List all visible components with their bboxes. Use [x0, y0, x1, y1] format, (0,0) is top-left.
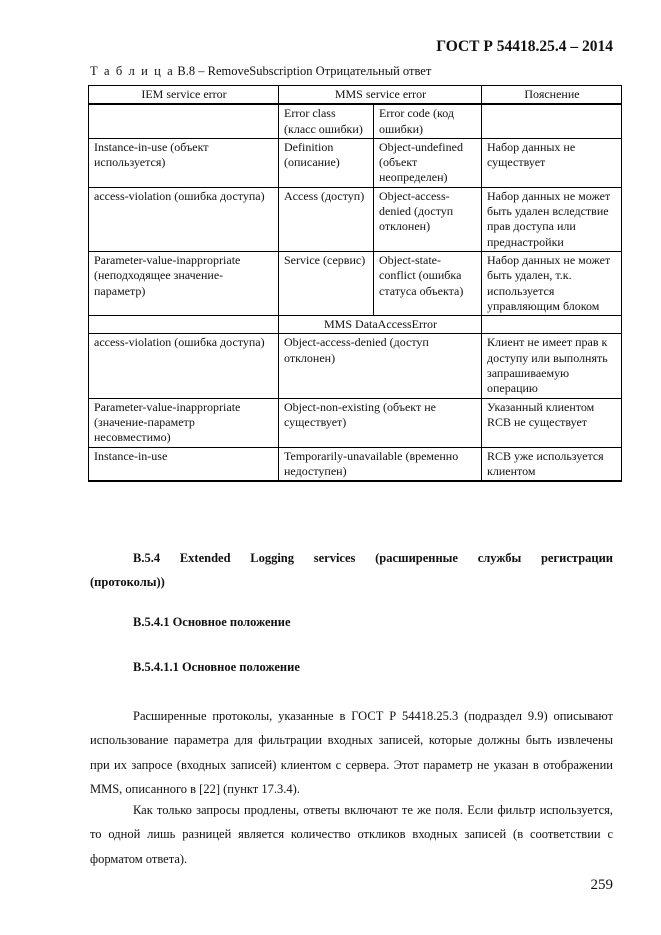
standard-designation: ГОСТ Р 54418.25.4 – 2014	[436, 38, 613, 55]
table-row	[89, 187, 622, 251]
body-paragraph: Как только запросы продлены, ответы включают те же поля. Если фильтр используется, то одной лишь разницей является количество откликов входных записей (в соответствии с форматом ответа).	[90, 803, 613, 866]
cell-iem: access-violation (ошибка доступа)	[89, 334, 279, 398]
cell-error-code: Object-access-denied (доступ отклонен)	[374, 187, 482, 251]
table-row	[89, 251, 622, 315]
cell-data-access-error: Object-non-existing (объект не существует)	[279, 398, 482, 447]
subheader-empty-note	[482, 104, 622, 138]
section-empty-note	[482, 316, 622, 334]
table-section-row	[89, 316, 622, 334]
table-header-row	[89, 86, 622, 105]
cell-iem: Instance-in-use	[89, 447, 279, 481]
cell-error-class: Service (сервис)	[279, 251, 374, 315]
table-caption	[90, 64, 431, 79]
cell-note: RCB уже используется клиентом	[482, 447, 622, 481]
cell-error-code: Object-undefined (объект неопределен)	[374, 138, 482, 187]
cell-error-code: Object-state-conflict (ошибка статуса объекта)	[374, 251, 482, 315]
subheader-error-code: Error code (код ошибки)	[374, 104, 482, 138]
cell-note: Набор данных не может быть удален, т.к. используется управляющим блоком	[482, 251, 622, 315]
header-mms: MMS service error	[279, 86, 482, 105]
section-header-data-access: MMS DataAccessError	[279, 316, 482, 334]
table-row	[89, 334, 622, 398]
cell-note: Указанный клиентом RCB не существует	[482, 398, 622, 447]
body-paragraph: Расширенные протоколы, указанные в ГОСТ Р 54418.25.3 (подраздел 9.9) описывают использование параметра для фильтрации входных записей, которые должны быть извлечены при их запросе (входных записей) клиентом с сервера. Этот параметр не указан в отображении MMS, описанного в [22] (пункт 17.3.4).	[90, 709, 613, 796]
page-number: 259	[590, 877, 613, 893]
table-subheader-row	[89, 104, 622, 138]
section-heading-b541: B.5.4.1 Основное положение	[133, 615, 291, 629]
table-caption-text: В.8 – RemoveSubscription Отрицательный ответ	[174, 64, 432, 78]
cell-iem: Parameter-value-inappropriate (значение-параметр несовместимо)	[89, 398, 279, 447]
cell-note: Набор данных не может быть удален вследствие прав доступа или преднастройки	[482, 187, 622, 251]
section-empty	[89, 316, 279, 334]
table-row	[89, 138, 622, 187]
table-caption-word: Т а б л и ц а	[90, 64, 175, 78]
cell-error-class: Access (доступ)	[279, 187, 374, 251]
cell-iem: access-violation (ошибка доступа)	[89, 187, 279, 251]
cell-error-class: Definition (описание)	[279, 138, 374, 187]
cell-note: Набор данных не существует	[482, 138, 622, 187]
cell-data-access-error: Temporarily-unavailable (временно недоступен)	[279, 447, 482, 481]
subheader-empty	[89, 104, 279, 138]
section-heading-b54	[90, 546, 613, 570]
section-heading-b5411: B.5.4.1.1 Основное положение	[133, 660, 300, 674]
subheader-error-class: Error class (класс ошибки)	[279, 104, 374, 138]
section-number: B.5.4	[133, 551, 161, 565]
header-iem: IEM service error	[89, 86, 279, 105]
cell-note: Клиент не имеет прав к доступу или выполнять запрашиваемую операцию	[482, 334, 622, 398]
cell-iem: Instance-in-use (объект используется)	[89, 138, 279, 187]
table-row	[89, 447, 622, 481]
header-note: Пояснение	[482, 86, 622, 105]
cell-data-access-error: Object-access-denied (доступ отклонен)	[279, 334, 482, 398]
error-table	[88, 85, 622, 482]
table-row	[89, 398, 622, 447]
cell-iem: Parameter-value-inappropriate (неподходящее значение-параметр)	[89, 251, 279, 315]
section-heading-b54-continued: (протоколы))	[90, 575, 165, 589]
section-title-line1: Extended Logging services (расширенные службы регистрации	[179, 551, 614, 565]
